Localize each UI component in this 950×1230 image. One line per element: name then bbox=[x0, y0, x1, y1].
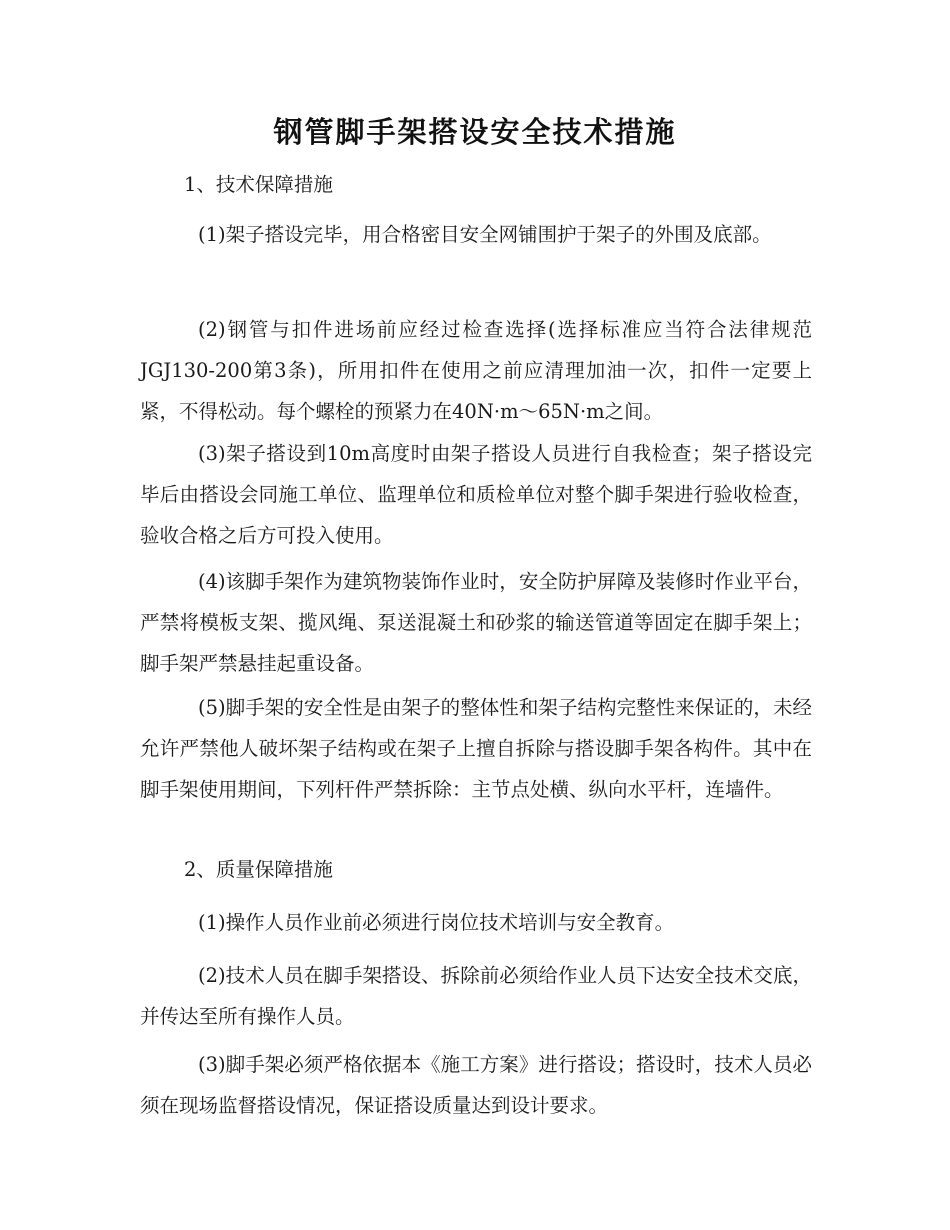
paragraph-1-4: (4)该脚手架作为建筑物装饰作业时，安全防护屏障及装修时作业平台，严禁将模板支架、揽风绳、泵送混凝土和砂浆的输送管道等固定在脚手架上；脚手架严禁悬挂起重设备。 bbox=[140, 570, 812, 675]
paragraph-2-2: (2)技术人员在脚手架搭设、拆除前必须给作业人员下达安全技术交底，并传达至所有操作人员。 bbox=[140, 964, 812, 1028]
paragraph-1-5: (5)脚手架的安全性是由架子的整体性和架子结构完整性来保证的，未经允许严禁他人破坏架子结构或在架子上擅自拆除与搭设脚手架各构件。其中在脚手架使用期间，下列杆件严禁拆除：主节点处横、纵向水平杆，连墙件。 bbox=[140, 696, 812, 801]
paragraph-2-1: (1)操作人员作业前必须进行岗位技术培训与安全教育。 bbox=[198, 911, 675, 934]
section-heading-technical: 1、技术保障措施 bbox=[184, 173, 333, 196]
paragraph-1-3: (3)架子搭设到10m高度时由架子搭设人员进行自我检查；架子搭设完毕后由搭设会同施工单位、监理单位和质检单位对整个脚手架进行验收检查，验收合格之后方可投入使用。 bbox=[140, 442, 812, 547]
section-heading-quality: 2、质量保障措施 bbox=[184, 858, 333, 881]
paragraph-1-2: (2)钢管与扣件进场前应经过检查选择(选择标准应当符合法律规范JGJ130-200第3条)，所用扣件在使用之前应清理加油一次，扣件一定要上紧，不得松动。每个螺栓的预紧力在40N·m～65N·m之间。 bbox=[140, 318, 812, 423]
paragraph-1-1: (1)架子搭设完毕，用合格密目安全网铺围护于架子的外围及底部。 bbox=[198, 223, 772, 246]
document-title: 钢管脚手架搭设安全技术措施 bbox=[273, 115, 677, 149]
paragraph-2-3: (3)脚手架必须严格依据本《施工方案》进行搭设；搭设时，技术人员必须在现场监督搭设情况，保证搭设质量达到设计要求。 bbox=[140, 1053, 812, 1117]
